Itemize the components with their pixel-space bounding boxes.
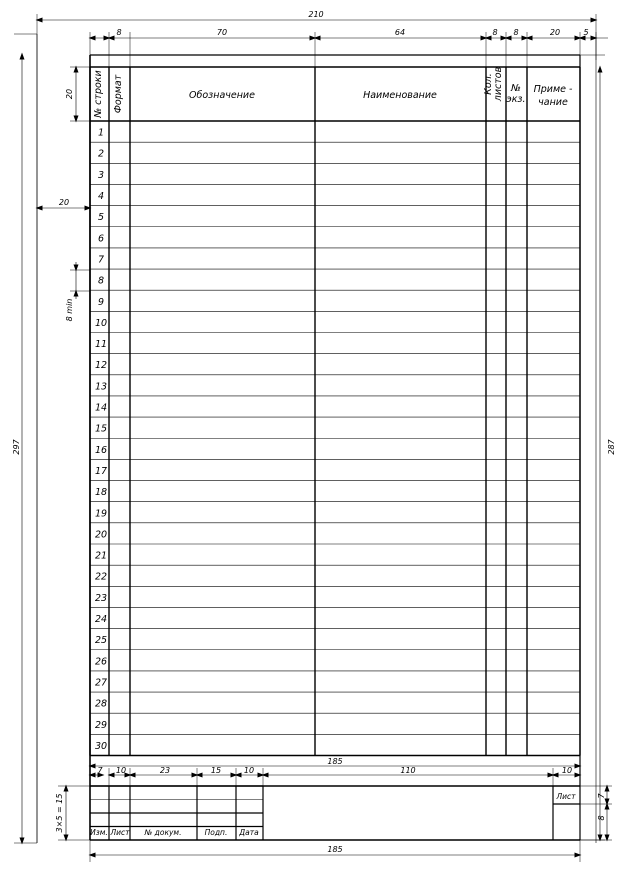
arrowhead-icon	[109, 773, 114, 777]
dimension-text: 3×5 = 15	[55, 793, 64, 833]
arrowhead-icon	[130, 773, 135, 777]
dimension-text: 5	[583, 28, 589, 37]
dimension-text: 23	[159, 766, 171, 775]
header-designation: Обозначение	[189, 90, 255, 101]
arrowhead-icon	[197, 773, 202, 777]
dimension-text: 8	[597, 815, 606, 821]
row-number: 18	[94, 487, 108, 499]
header-note: чание	[538, 97, 568, 108]
row-number: 19	[94, 508, 108, 520]
arrowhead-icon	[74, 116, 78, 121]
arrowhead-icon	[575, 773, 580, 777]
dimension-text: 210	[308, 10, 324, 19]
arrowhead-icon	[109, 36, 114, 40]
dimension-text: 287	[607, 439, 616, 455]
row-number: 1	[97, 127, 105, 139]
arrowhead-icon	[506, 36, 511, 40]
dimension-text: 10	[243, 766, 255, 775]
arrowhead-icon	[575, 764, 580, 768]
arrowhead-icon	[598, 835, 602, 840]
row-number: 14	[94, 402, 108, 414]
row-number: 20	[94, 529, 108, 541]
arrowhead-icon	[605, 804, 609, 809]
row-number: 6	[97, 233, 105, 245]
header-copy: экз.	[506, 94, 526, 105]
arrowhead-icon	[605, 835, 609, 840]
title-doc-no: № докум.	[144, 828, 182, 837]
arrowhead-icon	[74, 265, 78, 270]
dimension-text: 8	[116, 28, 122, 37]
row-number: 12	[94, 360, 108, 372]
row-number: 17	[94, 465, 108, 477]
arrowhead-icon	[575, 853, 580, 857]
arrowhead-icon	[37, 206, 42, 210]
row-number: 28	[94, 698, 108, 710]
arrowhead-icon	[37, 18, 42, 22]
arrowhead-icon	[90, 853, 95, 857]
dimension-text: 110	[400, 766, 416, 775]
row-number: 2	[97, 148, 105, 160]
row-number: 26	[94, 656, 108, 668]
dimension-text: 15	[210, 766, 222, 775]
header-format: Формат	[113, 74, 124, 114]
arrowhead-icon	[605, 786, 609, 791]
dimension-text: 8 min	[65, 298, 74, 322]
arrowhead-icon	[315, 36, 320, 40]
row-number: 21	[94, 550, 108, 562]
arrowhead-icon	[591, 36, 596, 40]
row-number: 22	[94, 571, 108, 583]
dimension-text: 8	[513, 28, 519, 37]
row-number: 7	[97, 254, 105, 266]
dimension-text: 20	[65, 88, 74, 100]
dimension-text: 10	[115, 766, 127, 775]
arrowhead-icon	[591, 18, 596, 22]
arrowhead-icon	[263, 773, 268, 777]
header-row-no: № строки	[93, 70, 104, 118]
row-number: 16	[94, 444, 108, 456]
row-number: 24	[94, 614, 108, 626]
arrowhead-icon	[20, 54, 24, 59]
row-number: 5	[97, 212, 105, 224]
dimension-text: 185	[327, 757, 343, 766]
dimension-text: 297	[12, 439, 21, 455]
arrowhead-icon	[64, 786, 68, 791]
header-note: Приме -	[533, 84, 573, 95]
arrowhead-icon	[236, 773, 241, 777]
row-number: 9	[97, 296, 105, 308]
dimension-text: 20	[58, 198, 70, 207]
header-sheets: листов	[493, 66, 504, 102]
arrowhead-icon	[64, 835, 68, 840]
title-sheet-label: Лист	[556, 792, 576, 801]
arrowhead-icon	[20, 838, 24, 843]
arrowhead-icon	[527, 36, 532, 40]
row-number: 27	[94, 677, 108, 689]
row-number: 10	[94, 317, 108, 329]
row-number: 23	[94, 592, 108, 604]
row-number: 11	[94, 339, 108, 351]
arrowhead-icon	[553, 773, 558, 777]
row-number: 3	[97, 169, 105, 181]
header-copy: №	[511, 83, 521, 94]
header-name: Наименование	[363, 90, 437, 101]
row-number: 15	[94, 423, 108, 435]
arrowhead-icon	[598, 67, 602, 72]
arrowhead-icon	[90, 36, 95, 40]
row-number: 25	[94, 635, 108, 647]
arrowhead-icon	[74, 67, 78, 72]
title-sign: Подп.	[204, 828, 228, 837]
arrowhead-icon	[74, 291, 78, 296]
dimension-text: 7	[97, 766, 103, 775]
header-sheets: Кол.	[483, 73, 494, 95]
dimension-text: 20	[549, 28, 561, 37]
dimension-text: 70	[216, 28, 228, 37]
dimension-text: 185	[327, 845, 343, 854]
arrowhead-icon	[486, 36, 491, 40]
dimension-text: 7	[597, 793, 606, 799]
title-list: Лист	[110, 828, 130, 837]
row-number: 29	[94, 719, 108, 731]
row-number: 30	[94, 740, 108, 752]
row-number: 4	[97, 191, 105, 203]
row-number: 13	[94, 381, 108, 393]
row-number: 8	[97, 275, 105, 287]
title-date: Дата	[239, 828, 259, 837]
title-izm: Изм.	[90, 828, 108, 837]
dimension-text: 64	[394, 28, 406, 37]
dimension-text: 8	[492, 28, 498, 37]
dimension-text: 10	[561, 766, 573, 775]
